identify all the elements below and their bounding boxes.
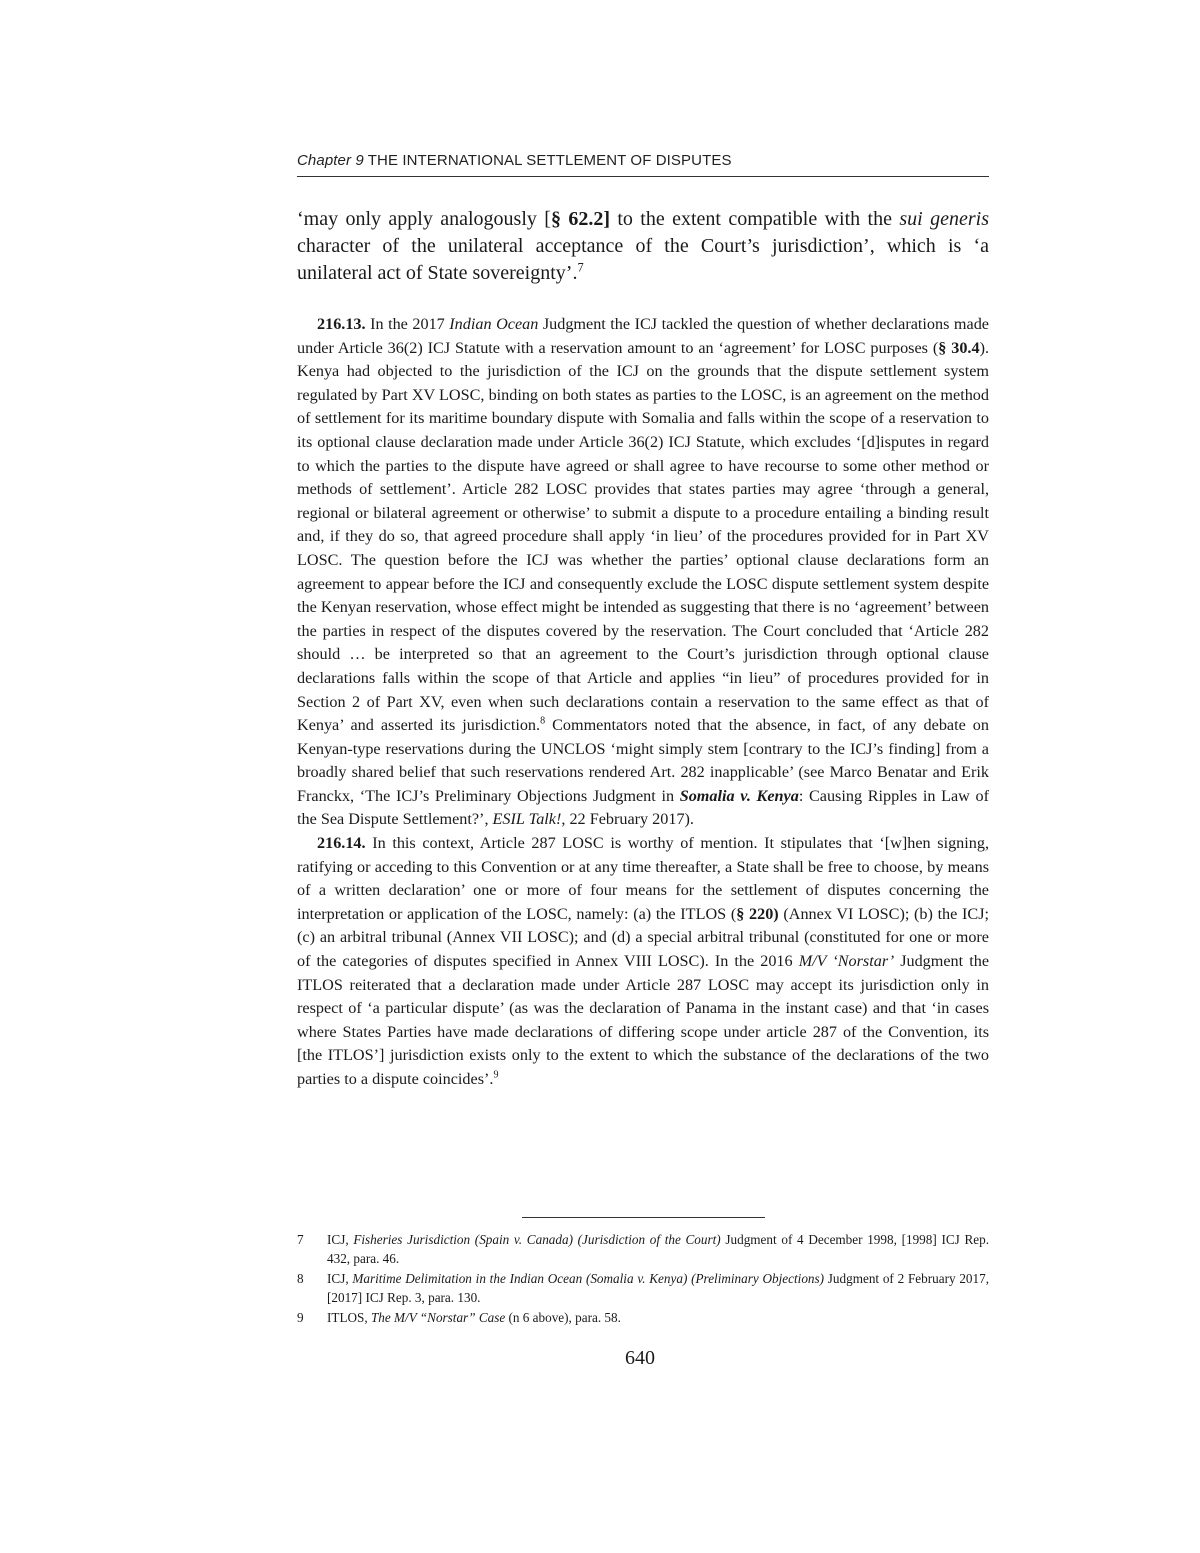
- footnote-number: 9: [297, 1310, 304, 1325]
- paragraph-text: (Annex VI LOSC); (b) the ICJ; (c) an arbitral tribunal (Annex VII LOSC); and (d) a special arbitral tribunal (constituted for one or more of the categories of disputes specified in Annex VIII LOSC). In the 2016: [297, 904, 990, 971]
- paragraph-216-14: [297, 832, 989, 1092]
- case-name: Somalia v. Kenya: [679, 786, 799, 805]
- body-text: [297, 313, 989, 1092]
- intro-text: character of the unilateral acceptance of the Court’s jurisdiction’, which is ‘a unilateral act of State sovereignty’.: [297, 235, 989, 284]
- footnote-rule: [522, 1217, 765, 1218]
- intro-text: to the extent compatible with the: [609, 208, 900, 230]
- intro-text: ‘may only apply analogously [: [297, 208, 551, 230]
- paragraph-number: 216.14.: [317, 834, 366, 853]
- footnote-text: ITLOS, The M/V “Norstar” Case (n 6 above), para. 58.: [327, 1310, 621, 1325]
- section-reference: § 220): [736, 904, 779, 923]
- section-reference: § 30.4: [938, 338, 980, 357]
- section-reference: § 62.2]: [550, 208, 610, 230]
- intro-paragraph: [297, 206, 989, 287]
- footnote-number: 8: [297, 1271, 304, 1286]
- paragraph-text: ). Kenya had objected to the jurisdiction of the ICJ on the grounds that the dispute settlement system regulated by Part XV LOSC, binding on both states as parties to the LOSC, is an agreement on the method of settlement for its maritime boundary dispute with Somalia and falls within the scope of a reservation to its optional clause declaration made under Article 36(2) ICJ Statute, which excludes ‘[d]isputes in regard to which the parties to the dispute have agreed or shall agree to have recourse to some other method or methods of settlement’. Article 282 LOSC provides that states parties may agree ‘through a general, regional or bilateral agreement or otherwise’ to submit a dispute to a procedure entailing a binding result and, if they do so, that agreed procedure shall apply ‘in lieu’ of the procedures provided for in Part XV LOSC. The question before the ICJ was whether the parties’ optional clause declarations form an agreement to appear before the ICJ and consequently exclude the LOSC dispute settlement system despite the Kenyan reservation, whose effect might be intended as suggesting that there is no ‘agreement’ between the parties in respect of the disputes covered by the reservation. The Court concluded that ‘Article 282 should … be interpreted so that an agreement to the Court’s jurisdiction through optional clause declarations falls within the scope of that Article and applies “in lieu” of procedures provided for in Section 2 of Part XV, even when such declarations contain a reservation to the same effect as that of Kenya’ and asserted its jurisdiction.: [297, 338, 989, 735]
- footnote-marker: 7: [577, 260, 584, 275]
- paragraph-text: Commentators noted that the absence, in fact, of any debate on Kenyan-type reservations during the UNCLOS ‘might simply stem [contrary to the ICJ’s finding] from a broadly shared belief that such reservations rendered Art. 282 inapplicable’ (see Marco Benatar and Erik Franckx, ‘The ICJ’s Preliminary Objections Judgment in: [297, 716, 989, 805]
- footnote-text: ICJ, Maritime Delimitation in the Indian Ocean (Somalia v. Kenya) (Preliminary Objections) Judgment of 2 February 2017, [2017] ICJ Rep. 3, para. 130.: [327, 1271, 989, 1305]
- paragraph-216-13: [297, 313, 989, 832]
- intro-italic: sui generis: [899, 208, 989, 230]
- publication-name: ESIL Talk!: [492, 810, 562, 829]
- case-name: Maritime Delimitation in the Indian Ocean (Somalia v. Kenya) (Preliminary Objections): [352, 1271, 825, 1286]
- footnote-item: [297, 1269, 989, 1307]
- paragraph-text: : Causing Ripples in Law of the Sea Dispute Settlement?’,: [297, 786, 990, 829]
- case-name: The M/V “Norstar” Case: [370, 1310, 506, 1325]
- footnotes: [297, 1230, 989, 1328]
- footnote-item: [297, 1308, 989, 1327]
- paragraph-text: , 22 February 2017).: [561, 810, 694, 829]
- footnote-item: [297, 1230, 989, 1268]
- paragraph-text: In this context, Article 287 LOSC is worthy of mention. It stipulates that ‘[w]hen signing, ratifying or acceding to this Convention or at any time thereafter, a State shall be free to choose, by means of a written declaration’ one or more of four means for the settlement of disputes concerning the interpretation or application of the LOSC, namely: (a) the ITLOS (: [297, 834, 989, 923]
- header-rule: [297, 176, 989, 177]
- case-name: Fisheries Jurisdiction (Spain v. Canada) (Jurisdiction of the Court): [353, 1232, 721, 1247]
- footnote-text: ICJ, Fisheries Jurisdiction (Spain v. Canada) (Jurisdiction of the Court) Judgment of 4 December 1998, [1998] ICJ Rep. 432, para. 46.: [327, 1232, 989, 1266]
- case-name: M/V ‘Norstar’: [798, 952, 895, 971]
- paragraph-text: In the 2017: [365, 315, 450, 333]
- page-number: 640: [625, 1347, 655, 1369]
- paragraph-text: Judgment the ICJ tackled the question of whether declarations made under Article 36(2) ICJ Statute with a reservation amount to an ‘agreement’ for LOSC purposes (: [297, 315, 989, 357]
- footnote-marker: 9: [493, 1069, 499, 1081]
- paragraph-text: Judgment the ITLOS reiterated that a declaration made under Article 287 LOSC may accept its jurisdiction only in respect of ‘a particular dispute’ (as was the declaration of Panama in the instant case) and that ‘in cases where States Parties have made declarations of differing scope under article 287 of the Convention, its [the ITLOS’] jurisdiction exists only to the extent to which the substance of the declarations of the two parties to a dispute coincides’.: [297, 952, 989, 1088]
- case-name: Indian Ocean: [449, 315, 539, 333]
- footnote-number: 7: [297, 1232, 304, 1247]
- footnote-marker: 8: [540, 715, 546, 727]
- chapter-label: Chapter 9: [297, 152, 364, 169]
- chapter-title: THE INTERNATIONAL SETTLEMENT OF DISPUTES: [367, 152, 732, 169]
- paragraph-number: 216.13.: [317, 315, 366, 333]
- running-header: [297, 152, 989, 169]
